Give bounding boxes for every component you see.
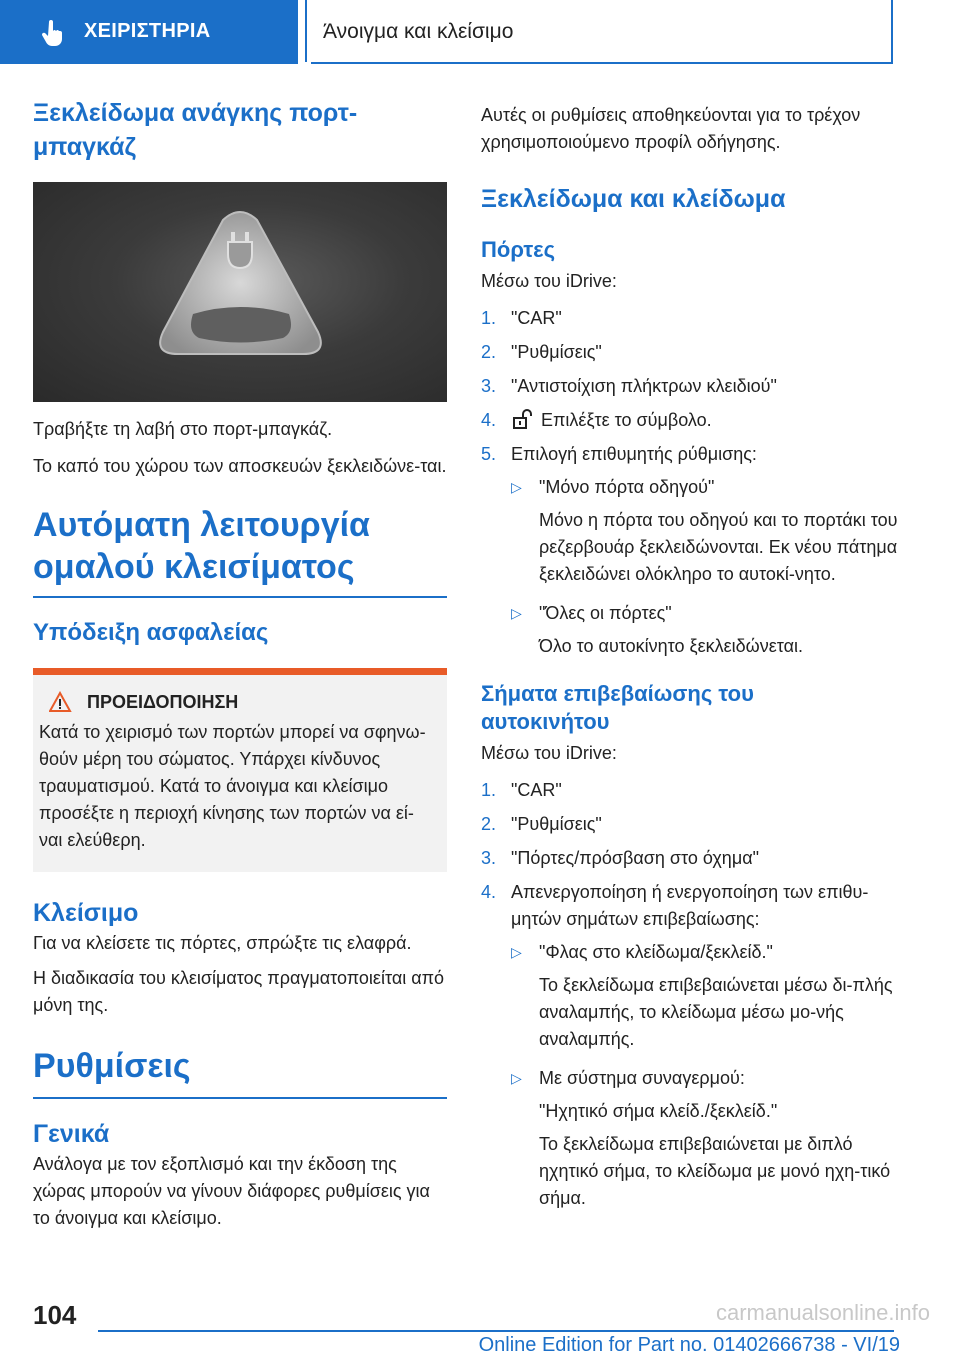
step-number: 4.	[481, 410, 497, 430]
section-header	[311, 0, 893, 64]
page-number: 104	[33, 1300, 77, 1330]
left-column	[33, 96, 447, 1232]
section-rule	[33, 596, 447, 598]
bullet-marker: ▷	[511, 1070, 522, 1086]
list-item	[511, 474, 911, 588]
general-paragraph: Ανάλογα με τον εξοπλισμό και την έκδοση της χώρας μπορούν να γίνουν διάφορες ρυθμίσεις για το άνοιγμα και κλείσιμο.	[33, 1154, 430, 1228]
step-text: Επιλέξτε το σύμβολο.	[541, 410, 712, 430]
option-text: Όλο το αυτοκίνητο ξεκλειδώνεται.	[539, 636, 804, 656]
warning-label: ΠΡΟΕΙΔΟΠΟΙΗΣΗ	[87, 691, 239, 712]
list-item	[481, 441, 911, 660]
closing-heading: Κλείσιμο	[33, 899, 139, 927]
step-text: "Πόρτες/πρόσβαση στο όχημα"	[511, 848, 759, 868]
step-number: 1.	[481, 780, 497, 800]
option-subtitle: "Ηχητικό σήμα κλείδ./ξεκλείδ."	[539, 1101, 778, 1121]
list-item	[481, 879, 911, 1212]
general-heading: Γενικά	[33, 1120, 110, 1148]
auto-soft-close-heading: Αυτόματη λειτουργία ομαλού κλεισίματος	[33, 506, 370, 586]
step-number: 1.	[481, 308, 497, 328]
list-item	[481, 811, 911, 838]
trunk-release-heading: Ξεκλείδωμα ανάγκης πορτ-μπαγκάζ	[33, 99, 358, 161]
doors-via-idrive: Μέσω του iDrive:	[481, 271, 617, 291]
list-item	[511, 600, 911, 660]
step-number: 2.	[481, 342, 497, 362]
option-title: Με σύστημα συναγερμού:	[539, 1068, 745, 1088]
list-item	[481, 845, 911, 872]
confirmation-signals-heading: Σήματα επιβεβαίωσης του αυτοκινήτου	[481, 681, 754, 734]
step-text: Απενεργοποίηση ή ενεργοποίηση των επιθυ-μητών σημάτων επιβεβαίωσης:	[511, 882, 869, 929]
doors-heading: Πόρτες	[481, 237, 556, 262]
signals-steps	[481, 777, 911, 1212]
option-title: "Όλες οι πόρτες"	[539, 603, 672, 623]
warning-triangle-icon	[49, 691, 87, 713]
step-number: 5.	[481, 444, 497, 464]
intro-paragraph: Αυτές οι ρυθμίσεις αποθηκεύονται για το τρέχον χρησιμοποιούμενο προφίλ οδήγησης.	[481, 105, 861, 152]
option-text: Μόνο η πόρτα του οδηγού και το πορτάκι του ρεζερβουάρ ξεκλειδώνονται. Εκ νέου πάτημα ξεκλειδώνει ολόκληρο το αυτοκί-νητο.	[539, 510, 898, 584]
trunk-handle-photo	[33, 182, 447, 402]
warning-box	[33, 668, 447, 872]
hand-pointer-icon	[40, 20, 64, 46]
step-text: Επιλογή επιθυμητής ρύθμισης:	[511, 444, 757, 464]
warning-text: Κατά το χειρισμό των πορτών μπορεί να σφηνω-θούν μέρη του σώματος. Υπάρχει κίνδυνος τραυματισμού. Κατά το άνοιγμα και κλείσιμο προσέξτε η περιοχή κίνησης των πορτών να εί-ναι ελεύθερη.	[39, 722, 426, 850]
step-number: 3.	[481, 376, 497, 396]
chapter-tab[interactable]	[0, 0, 298, 64]
trunk-handle-image	[33, 182, 447, 402]
list-item	[511, 1065, 911, 1212]
option-text: Το ξεκλείδωμα επιβεβαιώνεται με διπλό ηχητικό σήμα, το κλείδωμα με μονό ηχη-τικό σήμα.	[539, 1134, 891, 1208]
step-text: "Αντιστοίχιση πλήκτρων κλειδιού"	[511, 376, 777, 396]
signals-options	[511, 939, 911, 1212]
closing-p1: Για να κλείσετε τις πόρτες, σπρώξτε τις ελαφρά.	[33, 933, 412, 953]
watermark: carmanualsonline.info	[715, 1300, 930, 1325]
trunk-p1: Τραβήξτε τη λαβή στο πορτ-μπαγκάζ.	[33, 419, 333, 439]
settings-heading: Ρυθμίσεις	[33, 1047, 191, 1085]
signals-via-idrive: Μέσω του iDrive:	[481, 743, 617, 763]
footer-rule	[98, 1330, 894, 1332]
closing-p2: Η διαδικασία του κλεισίματος πραγματοποιείται από μόνη της.	[33, 968, 445, 1015]
lock-unlock-heading: Ξεκλείδωμα και κλείδωμα	[481, 185, 786, 213]
option-title: "Μόνο πόρτα οδηγού"	[539, 477, 715, 497]
list-item	[481, 777, 911, 804]
step-text: "Ρυθμίσεις"	[511, 342, 602, 362]
trunk-p2: Το καπό του χώρου των αποσκευών ξεκλειδώνε-ται.	[33, 456, 447, 476]
bullet-marker: ▷	[511, 605, 522, 621]
step-number: 3.	[481, 848, 497, 868]
bullet-marker: ▷	[511, 944, 522, 960]
step-number: 4.	[481, 882, 497, 902]
warning-title	[39, 689, 433, 715]
step-number: 2.	[481, 814, 497, 834]
step-text: "Ρυθμίσεις"	[511, 814, 602, 834]
step-text: "CAR"	[511, 308, 562, 328]
edition-info: Online Edition for Part no. 01402666738 - VI/19	[478, 1334, 900, 1356]
doors-steps	[481, 305, 911, 660]
list-item	[481, 407, 911, 434]
doors-options	[511, 474, 911, 660]
safety-note-heading: Υπόδειξη ασφαλείας	[33, 619, 269, 646]
list-item	[511, 939, 911, 1053]
option-text: Το ξεκλείδωμα επιβεβαιώνεται μέσω δι-πλής αναλαμπής, το κλείδωμα μέσω μο-νής αναλαμπής.	[539, 975, 893, 1049]
option-title: "Φλας στο κλείδωμα/ξεκλείδ."	[539, 942, 773, 962]
bullet-marker: ▷	[511, 479, 522, 495]
list-item	[481, 305, 911, 332]
list-item	[481, 373, 911, 400]
section-rule	[33, 1097, 447, 1099]
chapter-tab-label: ΧΕΙΡΙΣΤΗΡΙΑ	[84, 20, 211, 42]
unlock-icon	[511, 409, 533, 429]
section-title: Άνοιγμα και κλείσιμο	[323, 20, 514, 43]
right-column	[481, 102, 911, 1219]
step-text: "CAR"	[511, 780, 562, 800]
list-item	[481, 339, 911, 366]
